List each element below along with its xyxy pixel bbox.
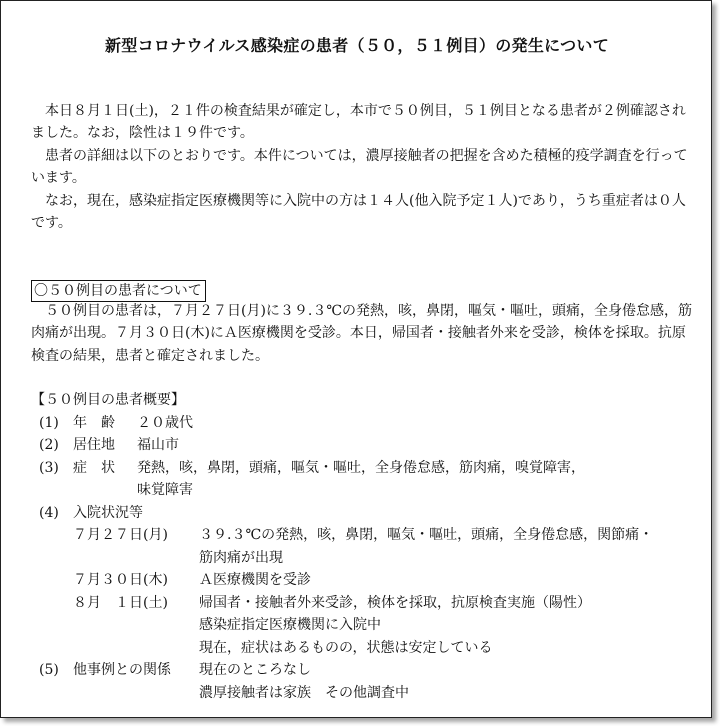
symptoms-value: 発熱，咳，鼻閉，頭痛，嘔気・嘔吐，全身倦怠感，筋肉痛，嗅覚障害， <box>137 459 585 476</box>
timeline-event: 帰国者・接触者外来受診，検体を採取，抗原検査実施（陽性） <box>199 594 591 611</box>
section-heading-case-50: 〇５０例目の患者について <box>31 280 206 302</box>
item-number: (5) <box>39 662 59 678</box>
summary-row-symptoms <box>31 457 695 480</box>
age-value: ２０歳代 <box>137 414 193 431</box>
intro-paragraph-2: 患者の詳細は以下のとおりです。本件については，濃厚接触者の把握を含めた積極的疫学調査を行っています。 <box>31 147 688 187</box>
timeline-row-cont <box>31 547 695 570</box>
relation-label: 他事例との関係 <box>73 662 171 678</box>
timeline-row-cont <box>31 614 695 637</box>
summary-row-relation <box>31 659 695 682</box>
age-label: 年 齢 <box>73 414 115 431</box>
intro-paragraph-3: なお，現在，感染症指定医療機関等に入院中の方は１４人(他入院予定１人)であり，うち重症者は０人です。 <box>31 192 686 232</box>
residence-value: 福山市 <box>137 437 179 453</box>
summary-row-symptoms-cont <box>31 479 695 502</box>
symptoms-label: 症 状 <box>73 459 115 476</box>
timeline-row <box>31 592 695 615</box>
summary-row-admission <box>31 502 695 525</box>
admission-label: 入院状況等 <box>73 504 143 521</box>
timeline-row-cont <box>31 637 695 660</box>
item-number: (2) <box>39 437 59 453</box>
case-summary <box>31 389 695 704</box>
intro-paragraph-1: 本日８月１日(土)，２１件の検査結果が確定し，本市で５０例目，５１例目となる患者が２例確認されました。なお，陰性は１９件です。 <box>31 103 686 142</box>
item-number: (3) <box>39 459 59 476</box>
timeline-row <box>31 569 695 592</box>
summary-row-relation-cont <box>31 682 695 705</box>
item-number: (4) <box>39 504 59 521</box>
summary-heading: 【５０例目の患者概要】 <box>31 392 185 408</box>
summary-heading-row <box>31 389 695 412</box>
section-body-case-50 <box>31 300 695 367</box>
case-50-description: ５０例目の患者は，７月２７日(月)に３９.３℃の発熱，咳，鼻閉，嘔気・嘔吐，頭痛，全身倦怠感，筋肉痛が出現。７月３０日(木)にＡ医療機関を受診。本日，帰国者・接触者外来を受診，検体を採取。抗原検査の結果，患者と確定されました。 <box>31 303 693 364</box>
timeline-date: ７月３０日(木) <box>73 572 168 588</box>
relation-value-cont: 濃厚接触者は家族 その他調査中 <box>199 684 409 701</box>
summary-row-age <box>31 412 695 435</box>
timeline-event-cont: 現在，症状はあるものの，状態は安定している <box>199 639 493 656</box>
timeline-event: Ａ医療機関を受診 <box>199 572 311 588</box>
timeline-event: ３９.３℃の発熱，咳，鼻閉，嘔気・嘔吐，頭痛，全身倦怠感，関節痛・ <box>199 527 654 543</box>
summary-row-residence <box>31 434 695 457</box>
relation-value: 現在のところなし <box>199 662 311 678</box>
item-number: (1) <box>39 414 59 431</box>
timeline-date: ７月２７日(月) <box>73 527 168 543</box>
timeline-date: ８月 １日(土) <box>73 594 168 611</box>
residence-label: 居住地 <box>73 437 115 453</box>
symptoms-value-cont: 味覚障害 <box>137 482 193 498</box>
timeline-row <box>31 524 695 547</box>
timeline-event-cont: 筋肉痛が出現 <box>199 549 283 566</box>
intro-text <box>31 100 695 234</box>
timeline-event-cont: 感染症指定医療機関に入院中 <box>199 617 381 633</box>
document-title: 新型コロナウイルス感染症の患者（５０，５１例目）の発生について <box>104 36 610 55</box>
